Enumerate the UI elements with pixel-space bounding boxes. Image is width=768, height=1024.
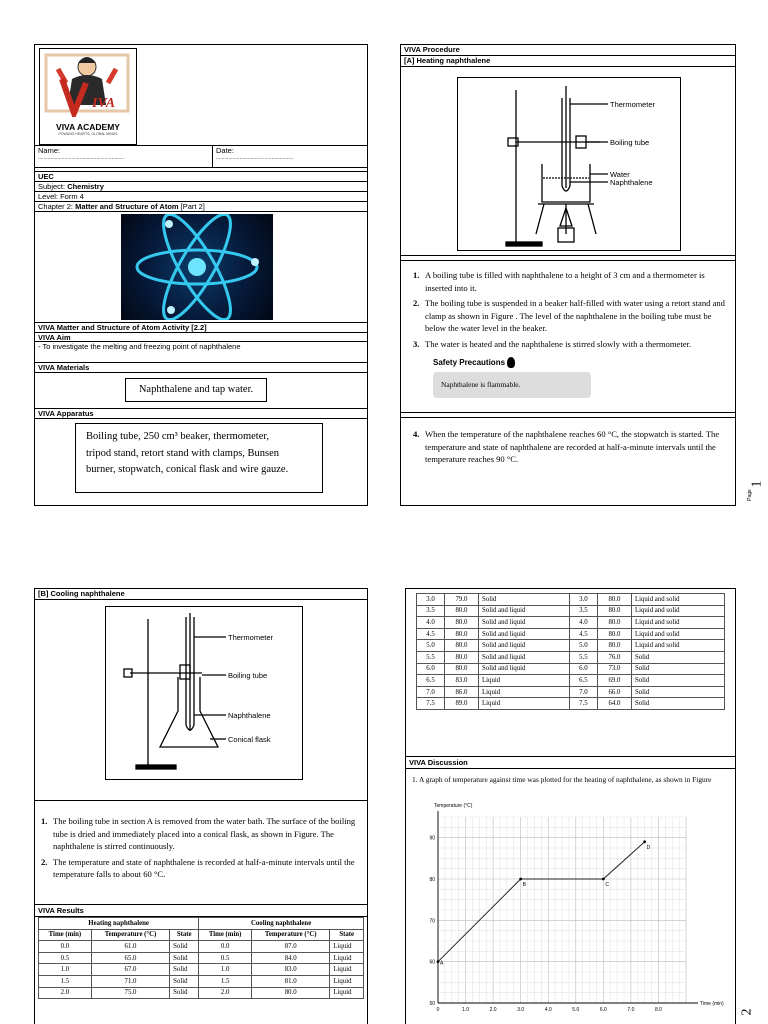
results-table-continued	[416, 593, 725, 710]
table-cell: 0.5	[39, 952, 92, 964]
heating-step-4	[401, 418, 735, 466]
table-cell: 1.0	[199, 964, 252, 976]
table-cell: Solid	[631, 663, 724, 675]
table-cell: Solid and liquid	[479, 651, 570, 663]
table-cell: 80.0	[597, 594, 631, 606]
table-cell: Liquid	[479, 698, 570, 710]
table-cell: Liquid and solid	[631, 617, 724, 629]
step-number: 2.	[41, 856, 48, 867]
step-text: The boiling tube is suspended in a beaker half-filled with water using a retort stand and clamp as shown in Figure . The level of the naphthalene in the boiling tube must be below the water level in the beaker.	[425, 298, 725, 334]
table-cell: 2.0	[199, 987, 252, 999]
safety-title: Safety Precautions	[433, 357, 506, 367]
apparatus-header: VIVA Apparatus	[35, 409, 367, 419]
aim-text: - To investigate the melting and freezing point of naphthalene	[35, 342, 367, 363]
table-row	[39, 964, 364, 976]
step-text: The temperature and state of naphthalene is recorded at half-a-minute intervals until the temperature falls to about 60 °C.	[53, 856, 355, 880]
table-cell: Solid	[170, 987, 199, 999]
results-table-wrap	[35, 917, 367, 999]
table-cell: 1.0	[39, 964, 92, 976]
section-a-title: [A] Heating naphthalene	[401, 56, 735, 67]
table-cell: 6.0	[569, 663, 597, 675]
table-cell: Solid	[631, 698, 724, 710]
diagram-label: Boiling tube	[610, 138, 650, 147]
table-cell: 83.0	[444, 675, 478, 687]
table-row	[417, 640, 725, 652]
table-cell: 7.5	[417, 698, 445, 710]
table-cell: 65.0	[91, 952, 169, 964]
time-header: Time (min)	[199, 929, 252, 941]
level-row: Level: Form 4	[35, 192, 367, 202]
table-row	[417, 698, 725, 710]
step-text: The boiling tube in section A is removed from the water bath. The surface of the boiling tube is dried and immediately placed into a conical flask, as shown in Figure. The naphthalene is stirred continuously.	[53, 816, 356, 852]
chapter-part: [Part 2]	[178, 202, 205, 211]
table-cell: 86.0	[444, 686, 478, 698]
table-row	[39, 952, 364, 964]
results-table	[38, 917, 364, 999]
heating-apparatus-diagram	[457, 77, 681, 251]
table-cell: 80.0	[252, 987, 330, 999]
table-cell: 69.0	[597, 675, 631, 687]
table-cell: 83.0	[252, 964, 330, 976]
table-cell: 87.0	[252, 941, 330, 953]
page-number-value: 1	[749, 480, 765, 488]
step-number: 1.	[41, 816, 48, 826]
logo-tagline: POWANG HEARTS, GLOBAL MINDS	[58, 132, 118, 136]
results-header: VIVA Results	[35, 905, 367, 917]
discussion-header: VIVA Discussion	[406, 757, 735, 769]
table-cell: Solid	[631, 675, 724, 687]
subject-label: Subject:	[38, 182, 68, 191]
table-cell: 0.0	[199, 941, 252, 953]
step-number: 4.	[413, 429, 420, 439]
subject-row	[35, 182, 367, 192]
table-row	[417, 686, 725, 698]
table-cell: 7.0	[569, 686, 597, 698]
section-b-title: [B] Cooling naphthalene	[35, 589, 367, 600]
table-cell: 80.0	[444, 640, 478, 652]
safety-text: Naphthalene is flammable.	[441, 380, 521, 390]
table-row	[39, 941, 364, 953]
table-cell: Solid	[479, 594, 570, 606]
table-cell: 80.0	[444, 605, 478, 617]
cooling-steps	[35, 801, 367, 905]
activity-title: VIVA Matter and Structure of Atom Activity [2.2]	[35, 323, 367, 333]
table-cell: Liquid	[330, 941, 364, 953]
point-label: A	[440, 960, 444, 967]
diagram-label: Thermometer	[610, 100, 656, 109]
table-cell: Liquid and solid	[631, 594, 724, 606]
chapter-label: Chapter 2:	[38, 202, 76, 211]
step-text: A boiling tube is filled with naphthalene to a height of 3 cm and a thermometer is inserted into it.	[425, 270, 705, 293]
chapter-value: Matter and Structure of Atom	[75, 202, 179, 211]
table-cell: 80.0	[597, 617, 631, 629]
safety-note	[433, 372, 591, 398]
table-cell: 5.0	[569, 640, 597, 652]
table-cell: 76.0	[597, 651, 631, 663]
procedure-step	[413, 338, 725, 351]
table-cell: Solid	[170, 975, 199, 987]
flame-icon	[507, 357, 515, 368]
table-cell: 71.0	[91, 975, 169, 987]
table-cell: 61.0	[91, 941, 169, 953]
table-cell: 80.0	[444, 628, 478, 640]
table-cell: 64.0	[597, 698, 631, 710]
table-row	[417, 628, 725, 640]
svg-text:IVA: IVA	[92, 96, 116, 111]
x-tick-label: 5.0	[572, 1007, 580, 1013]
table-cell: Liquid	[330, 975, 364, 987]
name-field[interactable]: ..............................................................	[38, 155, 125, 161]
x-tick-label: 4.0	[544, 1007, 552, 1013]
table-cell: 89.0	[444, 698, 478, 710]
table-cell: 7.0	[417, 686, 445, 698]
aim-header: VIVA Aim	[35, 333, 367, 342]
table-row	[417, 675, 725, 687]
worksheet-cover	[34, 44, 368, 506]
cooling-apparatus-diagram	[105, 606, 303, 780]
table-cell: Liquid	[330, 952, 364, 964]
diagram-label: Naphthalene	[610, 178, 653, 187]
materials-box	[125, 378, 267, 402]
date-field[interactable]: ........................................................	[216, 155, 294, 161]
table-cell: Liquid	[479, 686, 570, 698]
cooling-page	[34, 588, 368, 1024]
subject-value: Chemistry	[67, 182, 104, 191]
page-number: 2	[739, 1008, 755, 1016]
table-cell: 4.5	[417, 628, 445, 640]
table-cell: 80.0	[597, 640, 631, 652]
procedure-step	[41, 815, 359, 853]
table-cell: Solid and liquid	[479, 663, 570, 675]
table-cell: 80.0	[444, 617, 478, 629]
table-cell: 75.0	[91, 987, 169, 999]
point-label: D	[646, 844, 651, 851]
apparatus-line: tripod stand, retort stand with clamps, Bunsen	[86, 447, 280, 459]
table-cell: 80.0	[444, 651, 478, 663]
table-cell: 0.0	[39, 941, 92, 953]
heating-col-header: Heating naphthalene	[39, 918, 199, 930]
y-tick-label: 60	[429, 959, 435, 966]
table-cell: Liquid	[330, 987, 364, 999]
table-cell: Solid and liquid	[479, 640, 570, 652]
table-cell: 5.0	[417, 640, 445, 652]
table-cell: 3.0	[417, 594, 445, 606]
procedure-page	[400, 44, 736, 506]
materials-text: Naphthalene and tap water.	[138, 384, 254, 395]
x-tick-label: 2.0	[489, 1007, 497, 1013]
table-cell: 1.5	[199, 975, 252, 987]
state-header: State	[330, 929, 364, 941]
table-cell: 5.5	[569, 651, 597, 663]
table-cell: 4.0	[417, 617, 445, 629]
date-label: Date:	[216, 146, 234, 155]
table-cell: 6.0	[417, 663, 445, 675]
table-cell: 3.0	[569, 594, 597, 606]
table-cell: 2.0	[39, 987, 92, 999]
state-header: State	[170, 929, 199, 941]
cooling-col-header: Cooling naphthalene	[199, 918, 364, 930]
table-cell: 80.0	[597, 605, 631, 617]
table-cell: 80.0	[444, 663, 478, 675]
procedure-header: VIVA Procedure	[401, 45, 735, 56]
table-row	[417, 605, 725, 617]
table-cell: Liquid and solid	[631, 628, 724, 640]
x-tick-label: 7.0	[627, 1007, 635, 1013]
page-number	[748, 476, 764, 506]
table-row	[417, 594, 725, 606]
results-table-continued-wrap	[406, 589, 735, 757]
safety-precautions	[433, 357, 725, 399]
temp-header: Temperature (°C)	[252, 929, 330, 941]
table-cell: Liquid	[479, 675, 570, 687]
table-cell: Solid	[170, 964, 199, 976]
table-cell: Solid and liquid	[479, 617, 570, 629]
step-text: The water is heated and the naphthalene is stirred slowly with a thermometer.	[425, 338, 692, 349]
y-tick-label: 80	[429, 877, 435, 883]
temp-header: Temperature (°C)	[91, 929, 169, 941]
chapter-row	[35, 202, 367, 212]
viva-academy-logo	[39, 48, 137, 145]
apparatus-box	[75, 423, 323, 493]
table-cell: 3.5	[417, 605, 445, 617]
table-cell: Liquid and solid	[631, 640, 724, 652]
table-cell: 66.0	[597, 686, 631, 698]
procedure-step	[413, 297, 725, 335]
table-row	[417, 663, 725, 675]
table-cell: Solid	[170, 941, 199, 953]
step-number: 2.	[413, 298, 420, 309]
table-cell: Solid and liquid	[479, 605, 570, 617]
temperature-time-graph	[416, 797, 732, 1024]
x-tick-label: 6.0	[599, 1007, 607, 1013]
step-text: When the temperature of the naphthalene reaches 60 °C, the stopwatch is started. The temperature and state of naphthalene are recorded at half-a-minute intervals until the temperature reaches 90 °C.	[425, 429, 720, 465]
procedure-step	[413, 428, 725, 466]
table-cell: 80.0	[597, 628, 631, 640]
uec-label: UEC	[35, 172, 367, 182]
table-cell: 6.5	[417, 675, 445, 687]
diagram-label: Conical flask	[228, 735, 271, 744]
name-label: Name:	[38, 146, 61, 155]
point-label: B	[522, 882, 527, 888]
results-discussion-page	[405, 588, 736, 1024]
apparatus-line: burner, stopwatch, conical flask and wire gauze.	[86, 464, 289, 475]
table-cell: Solid and liquid	[479, 628, 570, 640]
table-cell: 3.5	[569, 605, 597, 617]
procedure-step	[413, 269, 725, 294]
table-cell: 1.5	[39, 975, 92, 987]
table-cell: Solid	[631, 651, 724, 663]
step-number: 1.	[413, 270, 420, 280]
table-cell: 7.5	[569, 698, 597, 710]
table-cell: 79.0	[444, 594, 478, 606]
x-tick-label: 8.0	[654, 1007, 662, 1013]
diagram-label: Naphthalene	[228, 711, 271, 720]
y-axis-label: Temperature (°C)	[434, 803, 473, 809]
table-cell: 67.0	[91, 964, 169, 976]
table-cell: 5.5	[417, 651, 445, 663]
table-cell: 4.5	[569, 628, 597, 640]
table-row	[39, 975, 364, 987]
time-header: Time (min)	[39, 929, 92, 941]
diagram-label: Boiling tube	[228, 671, 268, 680]
y-tick-label: 50	[429, 1001, 435, 1007]
x-tick-label: 0	[436, 1007, 440, 1013]
table-row	[417, 651, 725, 663]
apparatus-line: Boiling tube, 250 cm³ beaker, thermometer,	[86, 431, 270, 442]
table-cell: Liquid and solid	[631, 605, 724, 617]
materials-header: VIVA Materials	[35, 363, 367, 373]
logo-brand: VIVA ACADEMY	[56, 122, 120, 132]
table-cell: 81.0	[252, 975, 330, 987]
data-point	[437, 960, 440, 963]
table-cell: Solid	[170, 952, 199, 964]
x-axis-label: Time (min)	[700, 1001, 724, 1007]
diagram-label: Thermometer	[228, 633, 274, 642]
table-cell: Solid	[631, 686, 724, 698]
table-cell: Liquid	[330, 964, 364, 976]
point-label: C	[605, 882, 609, 888]
x-tick-label: 3.0	[517, 1007, 525, 1013]
atom-image	[121, 214, 273, 320]
y-tick-label: 90	[429, 835, 435, 842]
step-number: 3.	[413, 338, 420, 349]
data-point	[519, 878, 522, 881]
heating-steps	[401, 261, 735, 413]
diagram-label: Water	[610, 170, 630, 179]
table-cell: 0.5	[199, 952, 252, 964]
table-row	[417, 617, 725, 629]
procedure-step	[41, 856, 359, 881]
table-cell: 73.0	[597, 663, 631, 675]
discussion-text: 1. A graph of temperature against time was plotted for the heating of naphthalene, as shown in Figure	[412, 775, 712, 784]
table-row	[39, 987, 364, 999]
y-tick-label: 70	[429, 918, 435, 925]
page-word: Page	[746, 489, 753, 501]
data-point	[643, 840, 646, 843]
table-cell: 4.0	[569, 617, 597, 629]
table-cell: 6.5	[569, 675, 597, 687]
table-cell: 84.0	[252, 952, 330, 964]
data-point	[602, 878, 605, 881]
x-tick-label: 1.0	[462, 1007, 470, 1013]
